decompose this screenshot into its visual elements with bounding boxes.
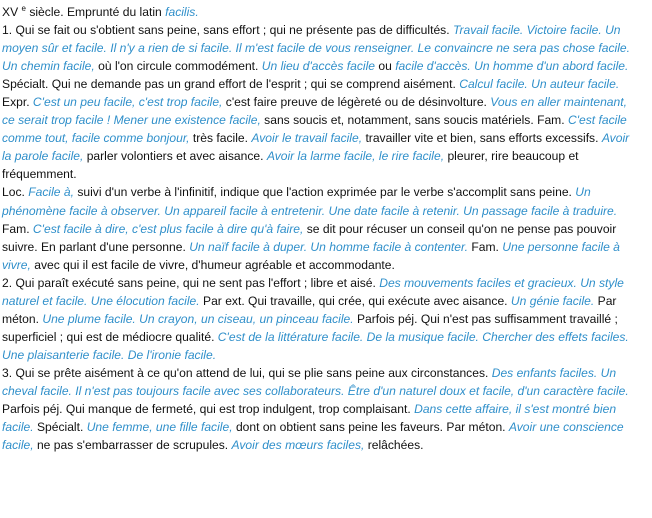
example-text: C'est de la littérature facile. De la musique facile. Chercher des effets faciles. Une plaisanterie facile. De l'ironie facile. xyxy=(2,329,629,362)
example-text: Une femme, une fille facile, xyxy=(86,420,233,435)
definition-text: relâchées. xyxy=(364,438,424,453)
entry-paragraph xyxy=(2,220,640,274)
example-text: facilis. xyxy=(165,5,199,19)
example-text: Avoir la parole facile, xyxy=(2,131,630,164)
example-text: Dans cette affaire, il s'est montré bien facile. xyxy=(2,402,617,435)
definition-text: ne pas s'embarrasser de scrupules. xyxy=(33,438,232,453)
definition-text: parler volontiers et avec aisance. xyxy=(83,149,267,164)
entry-paragraph xyxy=(2,93,640,183)
superscript-text: e xyxy=(21,3,26,13)
definition-text: 3. Qui se prête aisément à ce qu'on attend de lui, qui se plie sans peine aux circonstances. xyxy=(2,365,492,380)
example-text: Un phénomène facile à observer. Un appareil facile à entretenir. Une date facile à retenir. Un passage facile à traduire. xyxy=(2,185,618,218)
entry-paragraph xyxy=(2,364,640,454)
definition-text: suivi d'un verbe à l'infinitif, indique que l'action exprimée par le verbe s'accomplit sans peine. xyxy=(73,185,576,200)
definition-text: XV xyxy=(2,5,22,19)
example-text: Une personne facile à vivre, xyxy=(2,239,620,272)
entry-paragraph xyxy=(2,3,640,21)
example-text: Avoir le travail facile, xyxy=(251,131,363,146)
definition-text: sans soucis et, notamment, sans soucis matériels. Fam. xyxy=(260,113,568,128)
example-text: Un naïf facile à duper. Un homme facile à contenter. xyxy=(189,239,468,254)
entry-paragraph xyxy=(2,274,640,364)
example-text: Avoir la larme facile, le rire facile, xyxy=(266,149,445,164)
definition-text: Parfois péj. Qui manque de fermeté, qui est trop indulgent, trop complaisant. xyxy=(2,402,415,417)
entry-paragraph xyxy=(2,75,640,93)
example-text: Calcul facile. Un auteur facile. xyxy=(459,77,620,92)
definition-text: Spécialt. xyxy=(33,420,87,435)
example-text: Facile à, xyxy=(28,185,74,200)
definition-text: Loc. xyxy=(2,185,29,200)
definition-text: Par ext. Qui travaille, qui crée, qui exécute avec aisance. xyxy=(199,293,511,308)
example-text: Un lieu d'accès facile xyxy=(261,59,375,74)
definition-text: travailler vite et bien, sans efforts excessifs. xyxy=(362,131,602,146)
example-text: Avoir une conscience facile, xyxy=(2,420,624,453)
definition-text: ou xyxy=(375,59,396,74)
definition-text: Expr. xyxy=(2,95,33,110)
example-text: Une plume facile. Un crayon, un ciseau, un pinceau facile. xyxy=(42,311,354,326)
definition-text: Spécialt. Qui ne demande pas un grand effort de l'esprit ; qui se comprend aisément. xyxy=(2,77,460,92)
example-text: C'est facile comme tout, facile comme bonjour, xyxy=(2,113,627,146)
example-text: Un génie facile. xyxy=(510,293,595,308)
definition-text: dont on obtient sans peine les faveurs. Par méton. xyxy=(232,420,509,435)
example-text: facile d'accès. Un homme d'un abord facile. xyxy=(395,59,629,74)
definition-text: c'est faire preuve de légèreté ou de désinvolture. xyxy=(222,95,491,110)
definition-text: siècle. Emprunté du latin xyxy=(25,5,166,19)
example-text: Avoir des mœurs faciles, xyxy=(231,438,365,453)
definition-text: Fam. xyxy=(467,239,503,254)
example-text: C'est un peu facile, c'est trop facile, xyxy=(32,95,223,110)
example-text: Des mouvements faciles et gracieux. Un style naturel et facile. Une élocution facile. xyxy=(2,275,624,308)
example-text: Travail facile. Victoire facile. Un moyen sûr et facile. Il n'y a rien de si facile. Il m'est facile de vous renseigner. Le convaincre ne sera pas chose facile. Un chemin facile, xyxy=(2,23,630,74)
definition-text: Parfois péj. Qui n'est pas suffisamment travaillé ; superficiel ; qui est de médiocre qualité. xyxy=(2,311,618,344)
example-text: C'est facile à dire, c'est plus facile à dire qu'à faire, xyxy=(32,221,304,236)
entry-paragraph xyxy=(2,21,640,75)
definition-text: très facile. xyxy=(189,131,252,146)
definition-text: pleurer, rire beaucoup et fréquemment. xyxy=(2,149,579,182)
definition-text: 1. Qui se fait ou s'obtient sans peine, sans effort ; qui ne présente pas de difficultés. xyxy=(2,23,453,38)
definition-text: où l'on circule commodément. xyxy=(94,59,262,74)
definition-text: Par méton. xyxy=(2,293,617,326)
example-text: Des enfants faciles. Un cheval facile. Il n'est pas toujours facile avec ses collaborateurs. Être d'un naturel doux et facile, d'un caractère facile. xyxy=(2,365,629,398)
example-text: Vous en aller maintenant, ce serait trop facile ! Mener une existence facile, xyxy=(2,95,627,128)
definition-text: Fam. xyxy=(2,221,33,236)
definition-text: avec qui il est facile de vivre, d'humeur agréable et accommodante. xyxy=(30,257,395,272)
entry-paragraph xyxy=(2,183,640,219)
definition-text: 2. Qui paraît exécuté sans peine, qui ne sent pas l'effort ; libre et aisé. xyxy=(2,275,380,290)
definition-text: se dit pour récuser un conseil qu'on ne pense pas pouvoir suivre. En parlant d'une personne. xyxy=(2,221,617,254)
